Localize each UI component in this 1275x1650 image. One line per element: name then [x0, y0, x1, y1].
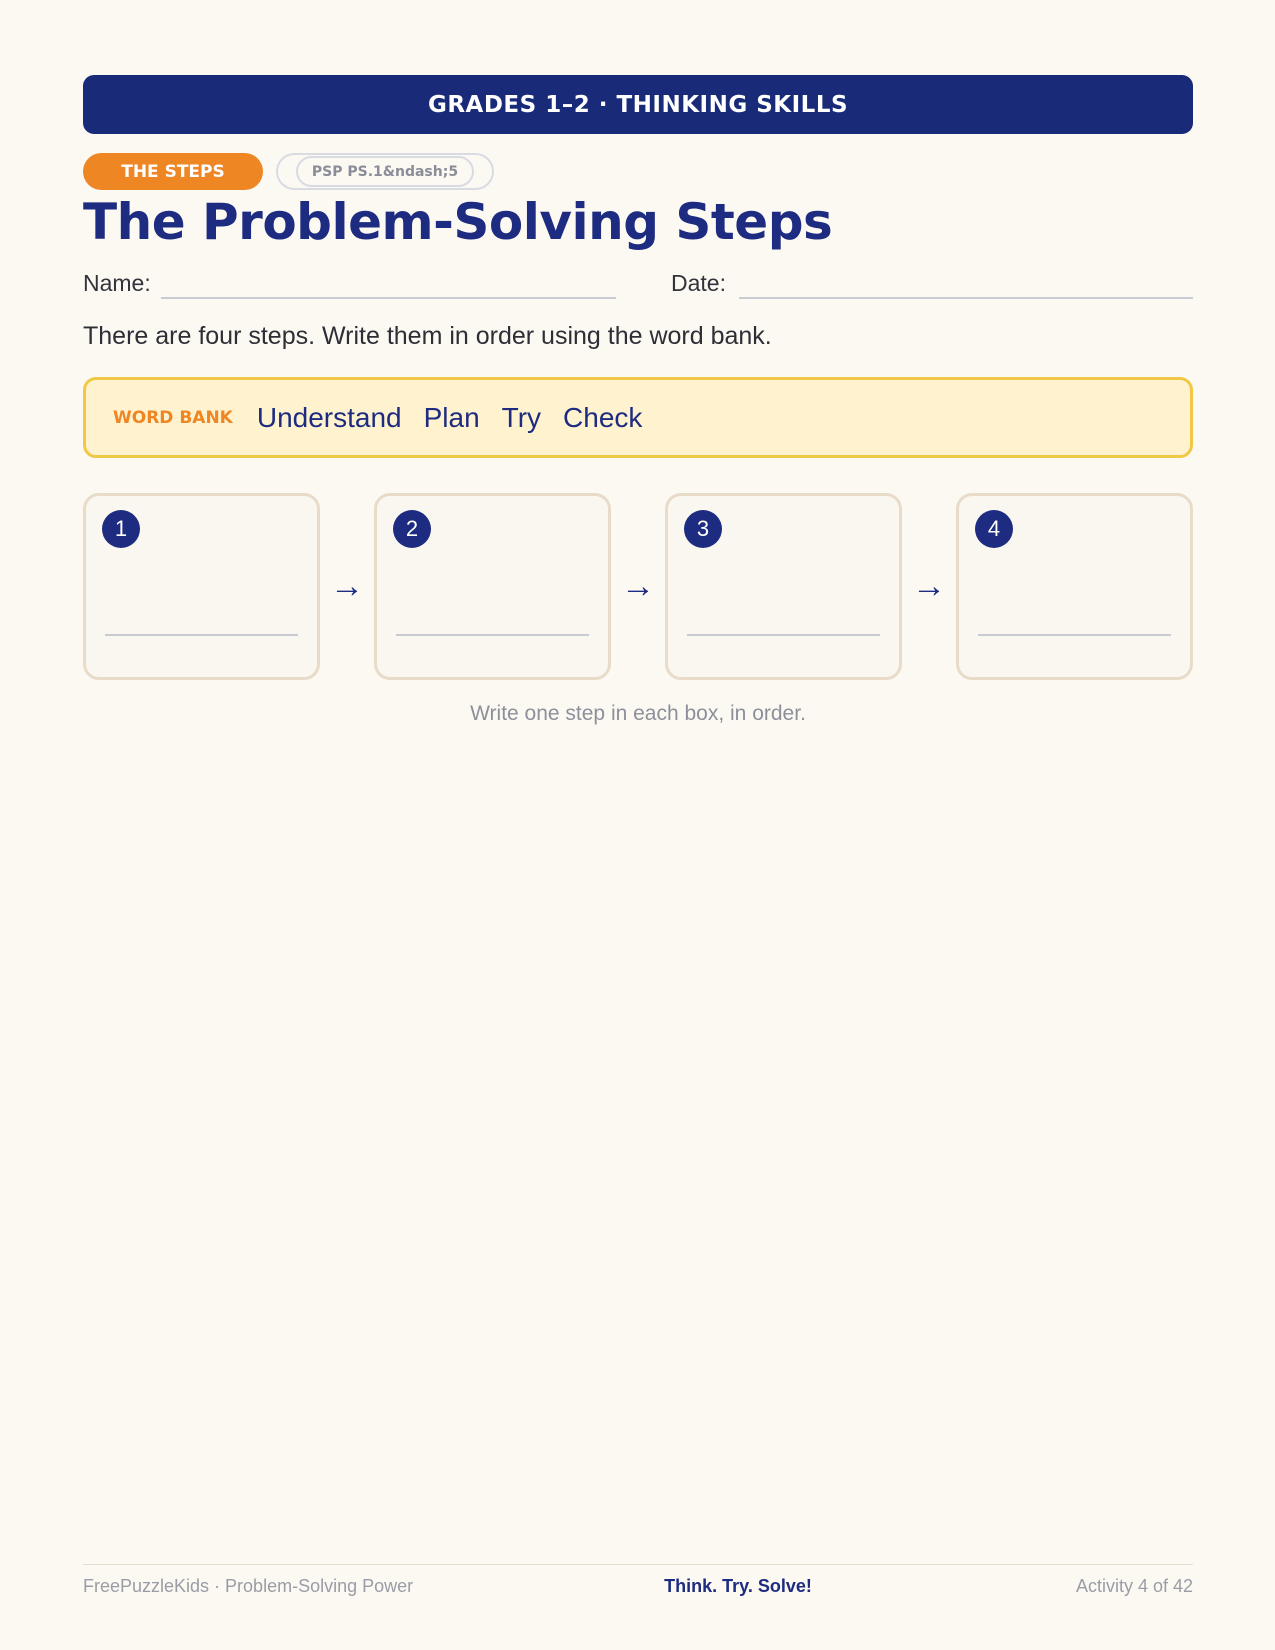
step-answer-line[interactable]	[396, 634, 589, 636]
word-bank-word: Try	[501, 401, 542, 433]
section-tag-label: THE STEPS	[121, 161, 225, 182]
tag-row	[83, 153, 494, 190]
step-box-4[interactable]	[956, 493, 1193, 680]
standard-code-inner	[296, 156, 474, 187]
footer-divider	[83, 1564, 1193, 1565]
step-box-2[interactable]	[374, 493, 611, 680]
footer-slogan: Think. Try. Solve!	[664, 1576, 812, 1596]
standard-code-label: PSP PS.1&ndash;5	[311, 163, 459, 180]
name-label: Name:	[83, 270, 151, 296]
step-box-1[interactable]	[83, 493, 320, 680]
word-bank-label: WORD BANK	[113, 407, 233, 428]
step-box-3[interactable]	[665, 493, 902, 680]
step-answer-line[interactable]	[105, 634, 298, 636]
instructions-text: There are four steps. Write them in order using the word bank.	[83, 322, 772, 350]
date-label: Date:	[671, 270, 726, 296]
word-bank-word: Understand	[256, 401, 402, 433]
step-answer-line[interactable]	[978, 634, 1171, 636]
arrow-right-icon: →	[330, 566, 364, 605]
section-tag	[83, 153, 263, 190]
word-bank	[83, 377, 1193, 458]
step-number-badge: 4	[975, 510, 1013, 548]
arrow-right-icon: →	[621, 566, 655, 605]
date-field[interactable]	[739, 297, 1193, 299]
step-answer-line[interactable]	[687, 634, 880, 636]
step-number-badge: 2	[393, 510, 431, 548]
footer-brand: FreePuzzleKids · Problem-Solving Power	[83, 1576, 414, 1596]
name-field[interactable]	[161, 297, 616, 299]
grade-banner-text: GRADES 1–2 · THINKING SKILLS	[427, 91, 849, 118]
step-hint: Write one step in each box, in order.	[470, 702, 806, 725]
footer-activity-count: Activity 4 of 42	[1075, 1576, 1193, 1596]
standard-code-tag	[276, 153, 494, 190]
grade-banner	[83, 75, 1193, 134]
word-bank-word: Plan	[423, 401, 480, 433]
page-title: The Problem-Solving Steps	[83, 193, 833, 251]
step-number-badge: 1	[102, 510, 140, 548]
word-bank-word: Check	[563, 401, 643, 433]
step-number-badge: 3	[684, 510, 722, 548]
arrow-right-icon: →	[912, 566, 946, 605]
